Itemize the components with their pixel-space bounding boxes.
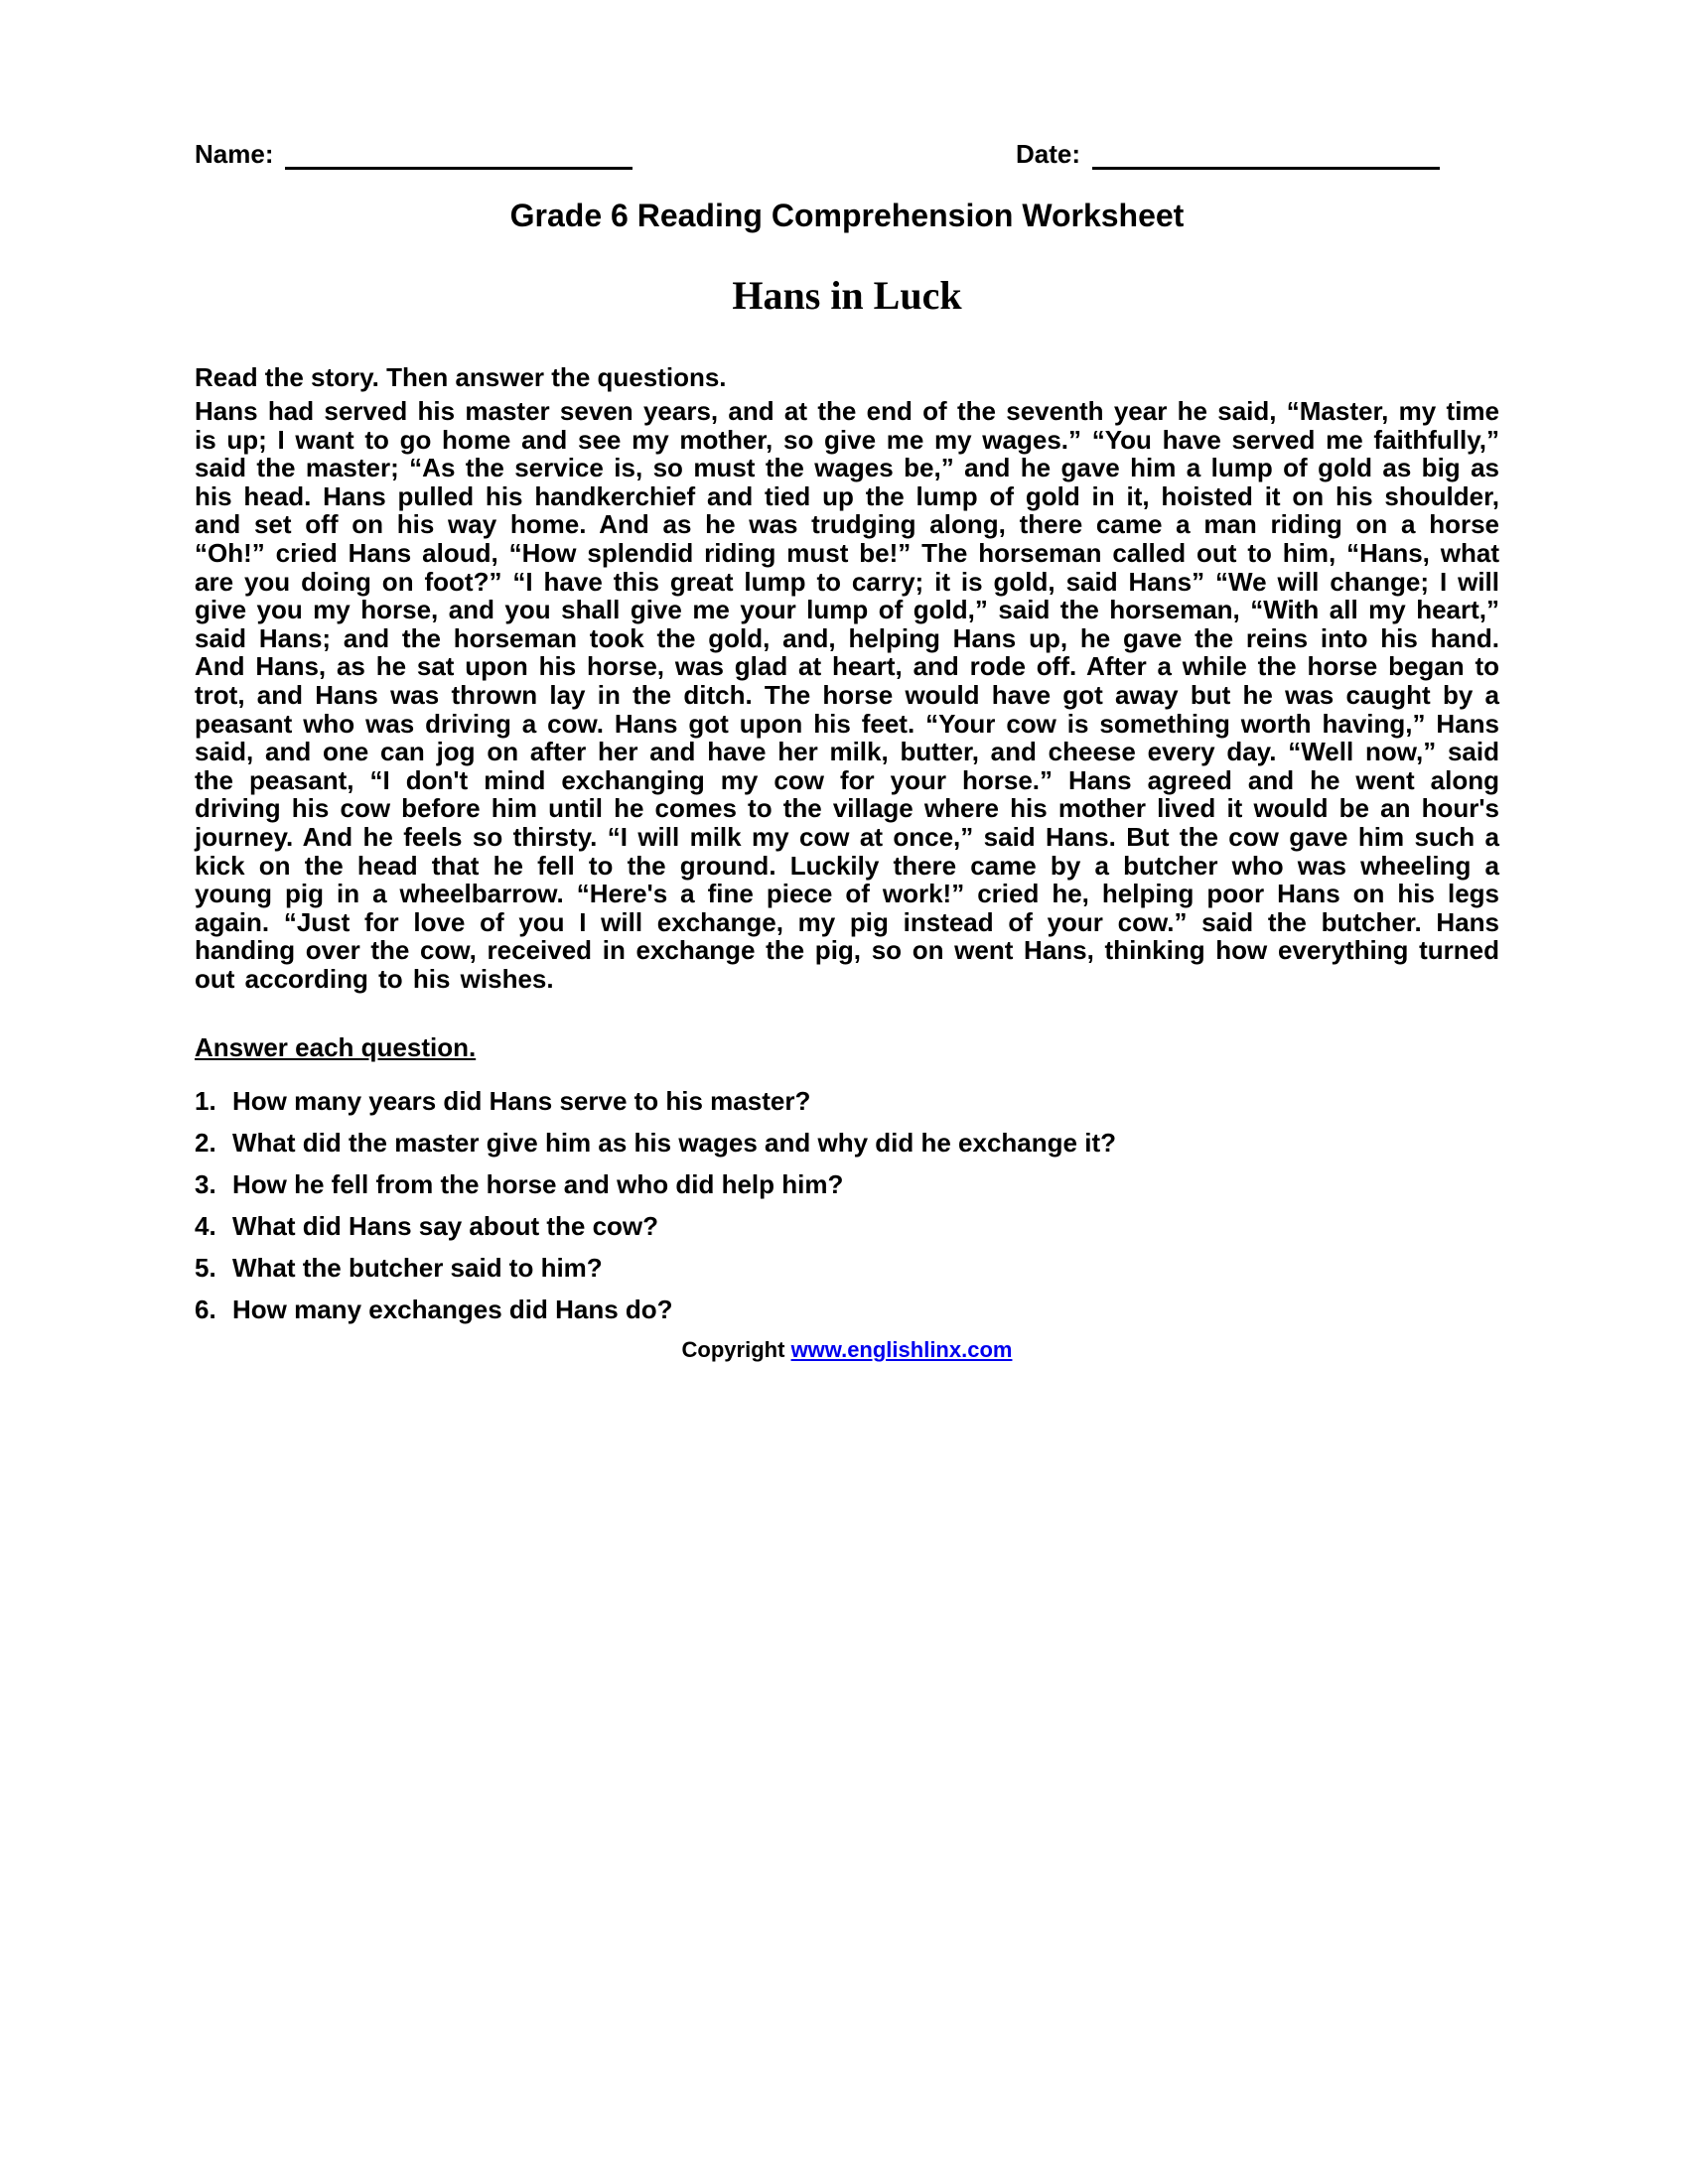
question-item <box>195 1129 1499 1157</box>
question-item <box>195 1087 1499 1115</box>
worksheet-title: Grade 6 Reading Comprehension Worksheet <box>509 198 1185 233</box>
copyright-link[interactable]: www.englishlinx.com <box>790 1337 1013 1363</box>
question-number: 1. <box>195 1086 216 1117</box>
name-field <box>195 139 633 170</box>
question-number: 3. <box>195 1169 216 1200</box>
answer-heading: Answer each question. <box>195 1032 477 1063</box>
story-title: Hans in Luck <box>732 273 962 318</box>
question-text: How many years did Hans serve to his master? <box>232 1086 811 1117</box>
story-text: Hans had served his master seven years, and at the end of the seventh year he said, “Master, my time is up; I want to go home and see my mother, so give me my wages.” “You have served me faithfully,” said the master; “As the service is, so must the wages be,” and he gave him a lump of gold as big as his head. Hans pulled his handkerchief and tied up the lump of gold in it, hoisted it on his shoulder, and set off on his way home. And as he was trudging along, there came a man riding on a horse “Oh!” cried Hans aloud, “How splendid riding must be!” The horseman called out to him, “Hans, what are you doing on foot?” “I have this great lump to carry; it is gold, said Hans” “We will change; I will give you my horse, and you shall give me your lump of gold,” said the horseman, “With all my heart,” said Hans; and the horseman took the gold, and, helping Hans up, he gave the reins into his hand. And Hans, as he sat upon his horse, was glad at heart, and rode off. After a while the horse began to trot, and Hans was thrown lay in the ditch. The horse would have got away but he was caught by a peasant who was driving a cow. Hans got upon his feet. “Your cow is something worth having,” Hans said, and one can jog on after her and have her milk, butter, and cheese every day. “Well now,” said the peasant, “I don't mind exchanging my cow for your horse.” Hans agreed and he went along driving his cow before him until he comes to the village where his mother lived it would be an hour's journey. And he feels so thirsty. “I will milk my cow at once,” said Hans. But the cow gave him such a kick on the head that he fell to the ground. Luckily there came by a butcher who was wheeling a young pig in a wheelbarrow. “Here's a fine piece of work!” cried he, helping poor Hans on his legs again. “Just for love of you I will exchange, my pig instead of your cow.” said the butcher. Hans handing over the cow, received in exchange the pig, so on went Hans, thinking how everything turned out according to his wishes. <box>195 396 1499 994</box>
question-number: 5. <box>195 1253 216 1284</box>
copyright-label: Copyright <box>681 1337 785 1363</box>
question-list <box>195 1087 1499 1323</box>
question-text: What the butcher said to him? <box>232 1253 603 1284</box>
question-text: What did the master give him as his wages and why did he exchange it? <box>232 1128 1116 1159</box>
question-item <box>195 1296 1499 1323</box>
question-item <box>195 1254 1499 1282</box>
question-number: 2. <box>195 1128 216 1159</box>
question-text: How many exchanges did Hans do? <box>232 1295 673 1325</box>
name-label: Name: <box>195 139 274 169</box>
question-item <box>195 1170 1499 1198</box>
copyright-footer <box>195 1337 1499 1363</box>
question-item <box>195 1212 1499 1240</box>
instructions-text: Read the story. Then answer the questions. <box>195 362 727 392</box>
date-field <box>1016 139 1440 170</box>
question-text: How he fell from the horse and who did help him? <box>232 1169 844 1200</box>
name-date-row <box>195 139 1499 170</box>
question-number: 6. <box>195 1295 216 1325</box>
question-text: What did Hans say about the cow? <box>232 1211 659 1242</box>
date-label: Date: <box>1015 139 1080 169</box>
question-number: 4. <box>195 1211 216 1242</box>
date-blank-line <box>1092 144 1440 170</box>
name-blank-line <box>285 144 633 170</box>
